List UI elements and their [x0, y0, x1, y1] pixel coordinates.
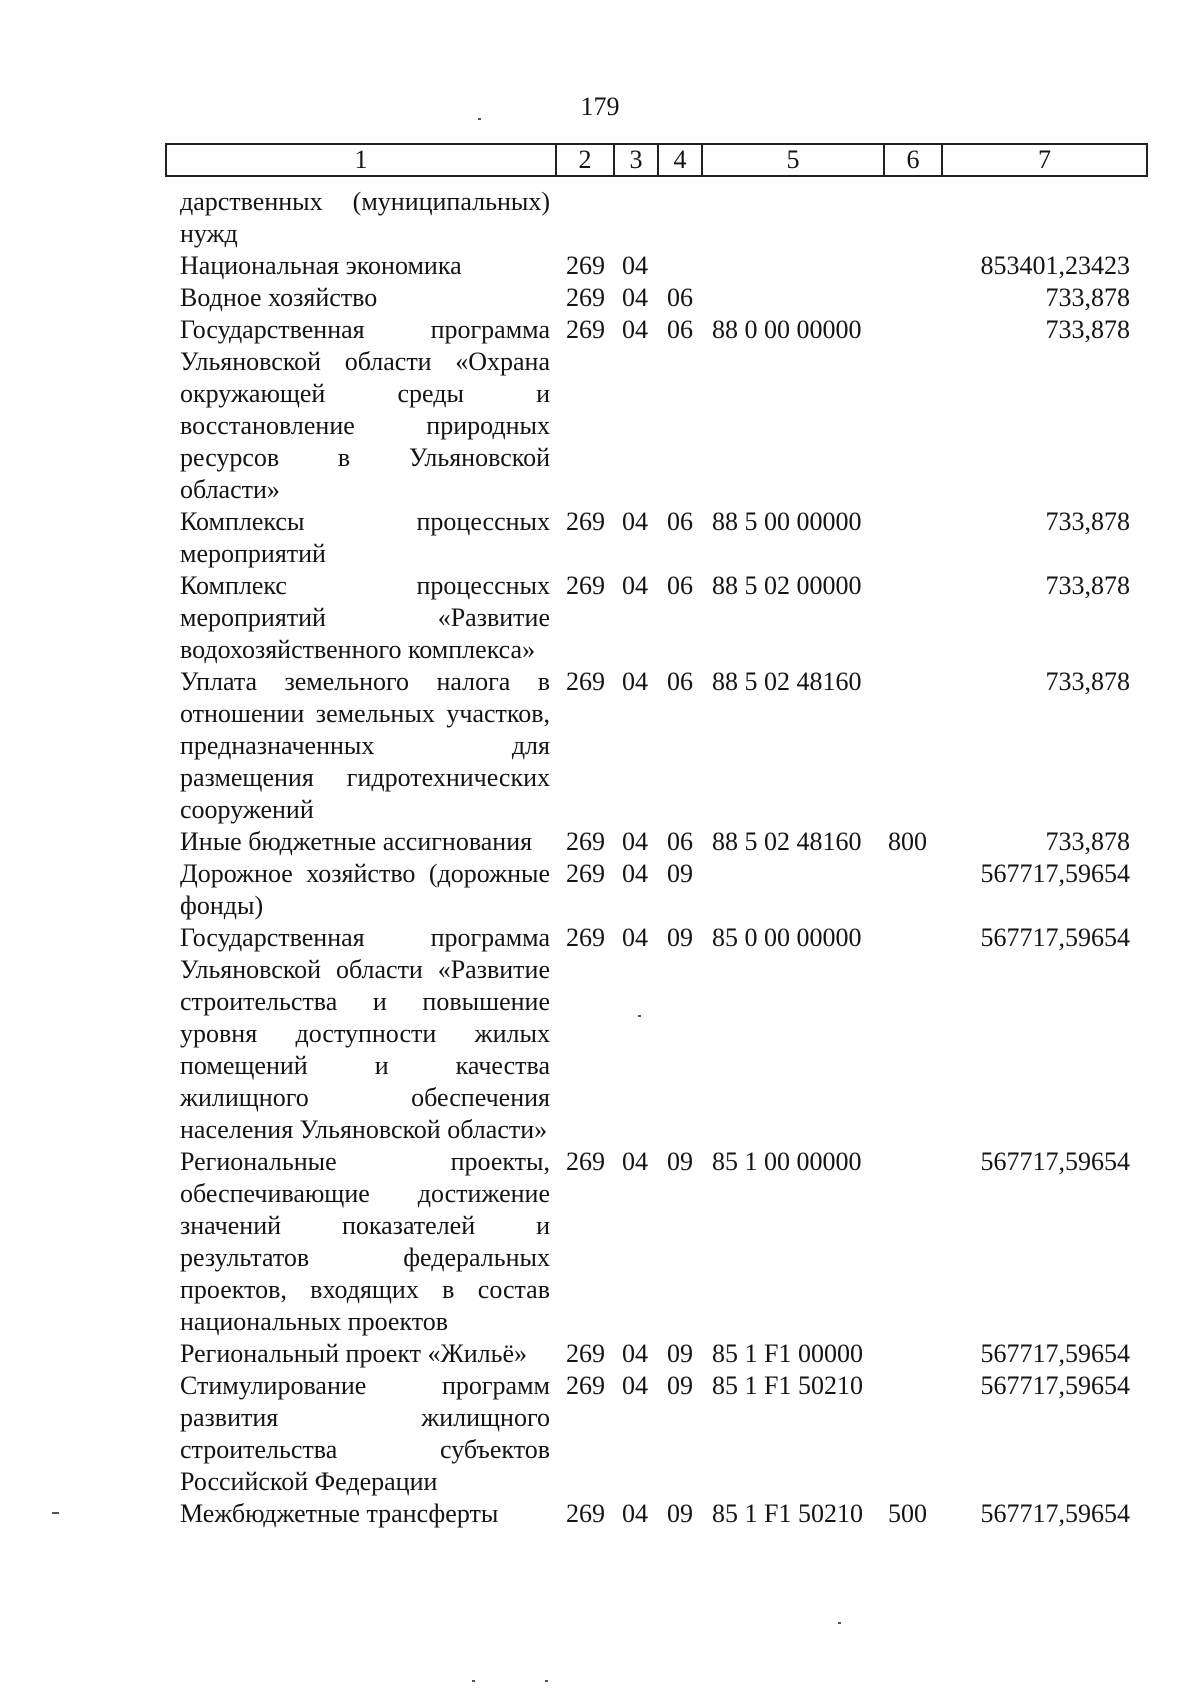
- row-col-4: 09: [667, 1499, 693, 1528]
- table-row: [0, 1146, 1200, 1338]
- row-col-4: 09: [667, 1371, 693, 1400]
- row-col-3: 04: [622, 923, 648, 952]
- row-col-4: 09: [667, 1147, 693, 1176]
- table-row: [0, 314, 1200, 506]
- header-col-3: 3: [615, 145, 659, 175]
- table-row: [0, 250, 1200, 282]
- scan-speck: [838, 1622, 841, 1624]
- row-col-2: 269: [566, 283, 605, 312]
- row-name: Уплата земельного налога в отношении земельных участков, предназначенных для размещения гидротехнических сооружений: [180, 667, 550, 824]
- table-row: [0, 1498, 1200, 1530]
- table-row: [0, 186, 1200, 250]
- row-name: дарственных (муниципальных) нужд: [180, 187, 550, 248]
- row-name: Региональные проекты, обеспечивающие достижение значений показателей и результатов федеральных проектов, входящих в состав национальных проектов: [180, 1147, 550, 1336]
- table-row: [0, 826, 1200, 858]
- row-col-3: 04: [622, 827, 648, 856]
- row-col-4: 06: [667, 283, 693, 312]
- row-col-3: 04: [622, 1371, 648, 1400]
- row-col-2: 269: [566, 1371, 605, 1400]
- header-col-5: 5: [703, 145, 885, 175]
- row-name: Государственная программа Ульяновской области «Развитие строительства и повышение уровня доступности жилых помещений и качества жилищного обеспечения населения Ульяновской области»: [180, 923, 550, 1144]
- row-col-3: 04: [622, 571, 648, 600]
- row-col-4: 09: [667, 1339, 693, 1368]
- row-col-5: 88 5 00 00000: [712, 507, 862, 536]
- row-col-7: 733,878: [1045, 283, 1130, 312]
- row-name: Комплекс процессных мероприятий «Развитие водохозяйственного комплекса»: [180, 571, 550, 664]
- row-col-2: 269: [566, 1147, 605, 1176]
- row-col-7: 733,878: [1045, 507, 1130, 536]
- row-col-7: 567717,59654: [980, 923, 1130, 952]
- row-name: Стимулирование программ развития жилищного строительства субъектов Российской Федерации: [180, 1371, 550, 1496]
- row-col-7: 567717,59654: [980, 1499, 1130, 1528]
- row-col-3: 04: [622, 1339, 648, 1368]
- row-col-4: 09: [667, 859, 693, 888]
- row-col-2: 269: [566, 1339, 605, 1368]
- scan-speck: [472, 1680, 475, 1682]
- row-col-7: 567717,59654: [980, 1339, 1130, 1368]
- row-col-4: 06: [667, 827, 693, 856]
- row-name: Комплексы процессных мероприятий: [180, 507, 550, 568]
- row-col-7: 733,878: [1045, 667, 1130, 696]
- row-name: Межбюджетные трансферты: [180, 1499, 499, 1528]
- row-col-3: 04: [622, 283, 648, 312]
- row-col-5: 85 1 F1 50210: [712, 1499, 863, 1528]
- row-col-3: 04: [622, 859, 648, 888]
- row-col-2: 269: [566, 1499, 605, 1528]
- row-col-6: 500: [888, 1499, 927, 1528]
- header-col-2: 2: [557, 145, 615, 175]
- row-col-7: 733,878: [1045, 315, 1130, 344]
- row-col-5: 85 1 F1 00000: [712, 1339, 863, 1368]
- header-col-7: 7: [1038, 145, 1051, 174]
- row-col-3: 04: [622, 1499, 648, 1528]
- row-col-3: 04: [622, 1147, 648, 1176]
- row-col-2: 269: [566, 251, 605, 280]
- row-col-5: 88 5 02 48160: [712, 827, 862, 856]
- row-col-2: 269: [566, 923, 605, 952]
- row-col-3: 04: [622, 507, 648, 536]
- row-col-7: 733,878: [1045, 571, 1130, 600]
- row-name: Государственная программа Ульяновской области «Охрана окружающей среды и восстановление природных ресурсов в Ульяновской области»: [180, 315, 550, 504]
- row-name: Национальная экономика: [180, 251, 462, 280]
- row-col-2: 269: [566, 859, 605, 888]
- row-col-2: 269: [566, 315, 605, 344]
- row-col-5: 88 5 02 00000: [712, 571, 862, 600]
- scan-speck: [52, 1512, 59, 1514]
- row-name: Иные бюджетные ассигнования: [180, 827, 533, 856]
- row-col-3: 04: [622, 251, 648, 280]
- row-col-2: 269: [566, 571, 605, 600]
- row-col-5: 85 0 00 00000: [712, 923, 862, 952]
- row-col-5: 88 0 00 00000: [712, 315, 862, 344]
- scan-speck: [638, 1015, 641, 1017]
- row-col-7: 567717,59654: [980, 1147, 1130, 1176]
- table-row: [0, 666, 1200, 826]
- row-col-4: 06: [667, 315, 693, 344]
- row-col-4: 06: [667, 667, 693, 696]
- row-col-4: 09: [667, 923, 693, 952]
- row-col-5: 85 1 F1 50210: [712, 1371, 863, 1400]
- row-name: Региональный проект «Жильё»: [180, 1339, 528, 1368]
- header-col-4: 4: [659, 145, 703, 175]
- table-row: [0, 922, 1200, 1146]
- table-row: [0, 858, 1200, 922]
- row-col-2: 269: [566, 827, 605, 856]
- table-row: [0, 282, 1200, 314]
- row-col-6: 800: [888, 827, 927, 856]
- table-row: [0, 506, 1200, 570]
- table-row: [0, 1370, 1200, 1498]
- header-col-1: 1: [167, 145, 557, 175]
- row-col-7: 567717,59654: [980, 859, 1130, 888]
- row-col-3: 04: [622, 315, 648, 344]
- row-col-2: 269: [566, 507, 605, 536]
- scan-speck: [478, 118, 481, 120]
- row-col-4: 06: [667, 507, 693, 536]
- row-col-4: 06: [667, 571, 693, 600]
- row-col-3: 04: [622, 667, 648, 696]
- row-col-7: 567717,59654: [980, 1371, 1130, 1400]
- row-col-2: 269: [566, 667, 605, 696]
- row-name: Дорожное хозяйство (дорожные фонды): [180, 859, 550, 920]
- row-col-7: 733,878: [1045, 827, 1130, 856]
- table-body: [0, 186, 1200, 1530]
- row-col-7: 853401,23423: [980, 251, 1130, 280]
- row-col-5: 85 1 00 00000: [712, 1147, 862, 1176]
- table-row: [0, 1338, 1200, 1370]
- page-number: 179: [580, 92, 620, 121]
- row-col-5: 88 5 02 48160: [712, 667, 862, 696]
- scan-speck: [545, 1680, 548, 1682]
- table-row: [0, 570, 1200, 666]
- table-header: [165, 143, 1148, 177]
- row-name: Водное хозяйство: [180, 283, 378, 312]
- header-col-6: 6: [885, 145, 943, 175]
